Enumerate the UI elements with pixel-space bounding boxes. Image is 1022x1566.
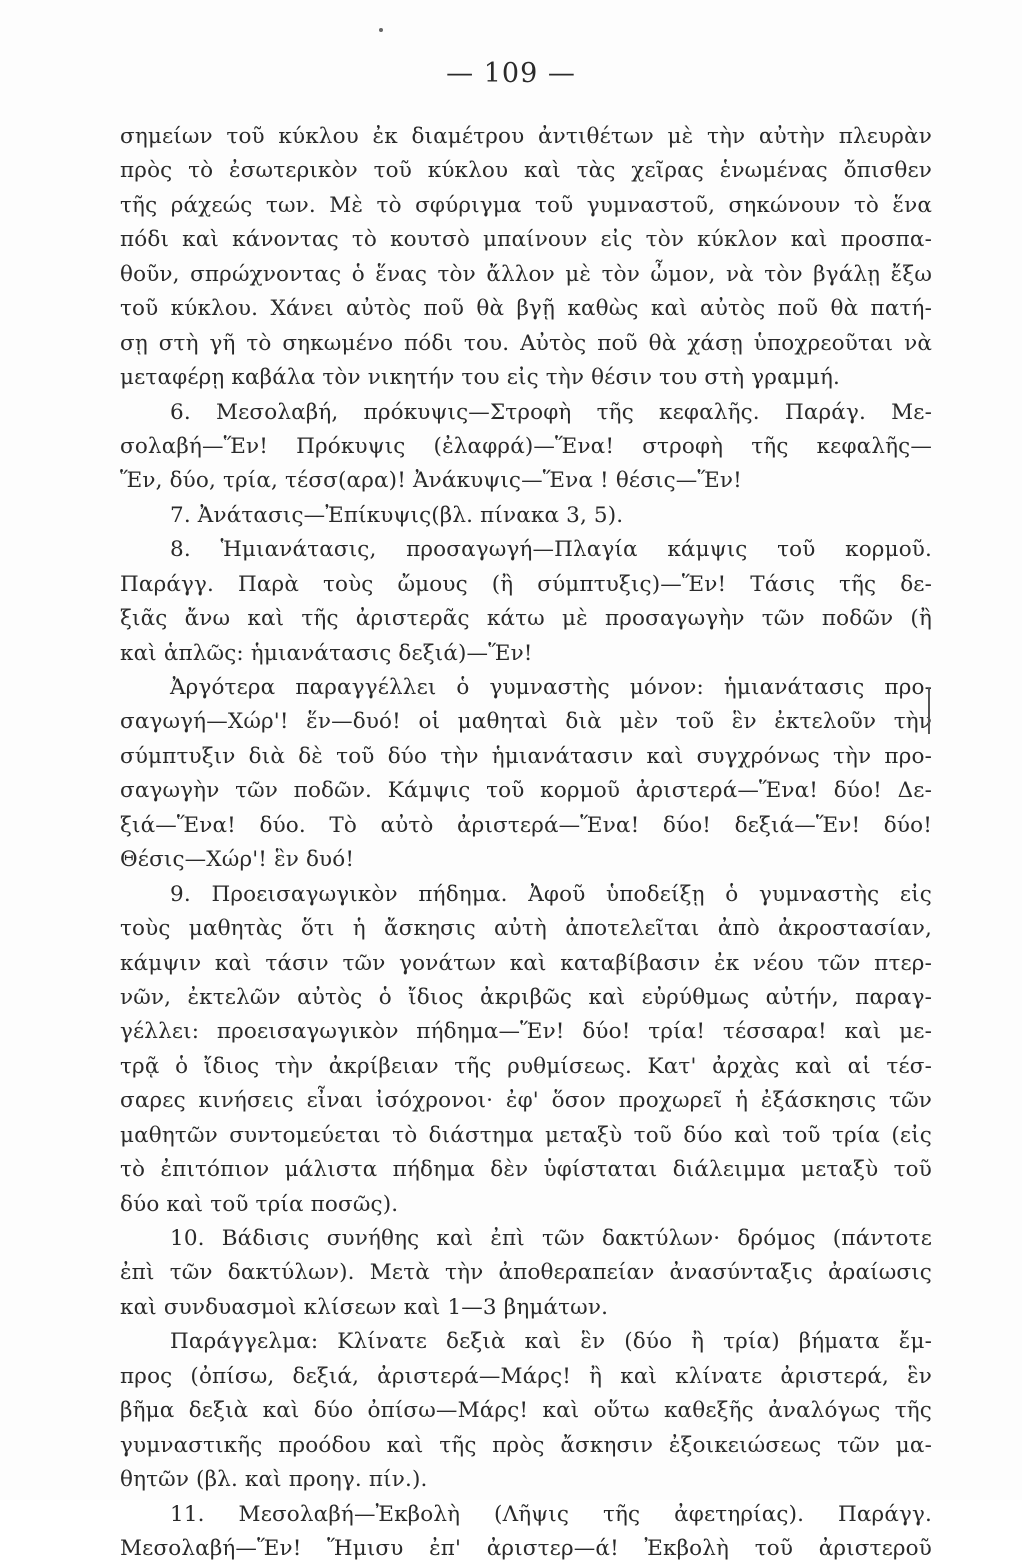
text-line: γέλλει: προεισαγωγικὸν πήδημα—Ἕν! δύο! τρία! τέσσαρα! καὶ με- (120, 1019, 932, 1045)
text-line: καὶ συνδυασμοὶ κλίσεων καὶ 1—3 βημάτων. (120, 1294, 609, 1320)
text-line: σύμπτυξιν διὰ δὲ τοῦ δύο τὴν ἡμιανάτασιν καὶ συγχρόνως τὴν προ- (120, 743, 932, 769)
text-line: τὸ ἐπιτόπιον μάλιστα πήδημα δὲν ὑφίσταται διάλειμμα μεταξὺ τοῦ (120, 1157, 932, 1183)
text-line: κάμψιν καὶ τάσιν τῶν γονάτων καὶ καταβίβασιν ἐκ νέου τῶν πτερ- (120, 950, 932, 976)
text-line: θοῦν, σπρώχνοντας ὁ ἕνας τὸν ἄλλον μὲ τὸν ὦμον, νὰ τὸν βγάλῃ ἔξω (120, 261, 932, 287)
text-line: 11. Μεσολαβή—Ἐκβολὴ (Λῆψις τῆς ἀφετηρίας). Παράγγ. (170, 1501, 932, 1527)
text-line: δύο καὶ τοῦ τρία ποσῶς). (120, 1191, 399, 1217)
text-line: 8. Ἡμιανάτασις, προσαγωγή—Πλαγία κάμψις τοῦ κορμοῦ. (170, 537, 932, 563)
text-line: καὶ ἁπλῶς: ἡμιανάτασις δεξιά)—Ἕν! (120, 640, 533, 666)
text-line: Παράγγ. Παρὰ τοὺς ὤμους (ἢ σύμπτυξις)—Ἕν! Τάσις τῆς δε- (120, 571, 932, 597)
text-line: σαγωγὴν τῶν ποδῶν. Κάμψις τοῦ κορμοῦ ἀριστερά—Ἕνα! δύο! Δε- (120, 778, 932, 804)
text-line: Μεσολαβή—Ἕν! Ἥμισυ ἐπ' ἀριστερ—ά! Ἐκβολὴ τοῦ ἀριστεροῦ (120, 1535, 932, 1561)
ink-speck (379, 28, 383, 32)
text-line: Θέσις—Χώρ'! ἓν δυό! (120, 847, 355, 873)
text-line: σολαβή—Ἕν! Πρόκυψις (ἐλαφρά)—Ἕνα! στροφὴ τῆς κεφαλῆς— (120, 433, 932, 459)
text-line: νῶν, ἐκτελῶν αὐτὸς ὁ ἴδιος ἀκριβῶς καὶ εὐρύθμως αὐτήν, παραγ- (120, 984, 932, 1010)
text-line: τῆς ράχεώς των. Μὲ τὸ σφύριγμα τοῦ γυμναστοῦ, σηκώνουν τὸ ἕνα (120, 192, 932, 218)
text-line: σημείων τοῦ κύκλου ἐκ διαμέτρου ἀντιθέτων μὲ τὴν αὐτὴν πλευρὰν (120, 124, 932, 149)
text-line: Ἀργότερα παραγγέλλει ὁ γυμναστὴς μόνον: ἡμιανάτασις προ- (170, 675, 932, 700)
text-line: 10. Βάδισις συνήθης καὶ ἐπὶ τῶν δακτύλων· δρόμος (πάντοτε (170, 1226, 932, 1251)
text-line: γυμναστικῆς προόδου καὶ τῆς πρὸς ἄσκησιν ἐξοικειώσεως τῶν μα- (120, 1432, 932, 1458)
text-line: πρὸς τὸ ἐσωτερικὸν τοῦ κύκλου καὶ τὰς χεῖρας ἑνωμένας ὄπισθεν (120, 158, 932, 184)
text-line: σαρες κινήσεις εἶναι ἰσόχρονοι· ἐφ' ὅσον προχωρεῖ ἡ ἐξάσκησις τῶν (120, 1088, 932, 1114)
text-line: ξιά—Ἕνα! δύο. Τὸ αὐτὸ ἀριστερά—Ἕνα! δύο! δεξιά—Ἕν! δύο! (120, 812, 932, 838)
text-line: Ἕν, δύο, τρία, τέσσ(αρα)! Ἀνάκυψις—Ἕνα ! θέσις—Ἕν! (120, 468, 742, 494)
page-number: — 109 — (446, 58, 576, 89)
text-line: μαθητῶν συντομεύεται τὸ διάστημα μεταξὺ τοῦ δύο καὶ τοῦ τρία (εἰς (120, 1122, 932, 1148)
text-line: τοὺς μαθητὰς ὅτι ἡ ἄσκησις αὐτὴ ἀποτελεῖται ἀπὸ ἀκροστασίαν, (120, 916, 932, 942)
text-line: ξιᾶς ἄνω καὶ τῆς ἀριστερᾶς κάτω μὲ προσαγωγὴν τῶν ποδῶν (ἢ (120, 606, 932, 632)
text-line: προς (ὀπίσω, δεξιά, ἀριστερά—Μάρς! ἢ καὶ κλίνατε ἀριστερά, ἓν (120, 1363, 932, 1389)
text-line: 6. Μεσολαβή, πρόκυψις—Στροφὴ τῆς κεφαλῆς. Παράγ. Με- (170, 399, 932, 425)
text-line: μεταφέρῃ καβάλα τὸν νικητήν του εἰς τὴν θέσιν του στὴ γραμμή. (120, 365, 841, 391)
text-line: θητῶν (βλ. καὶ προηγ. πίν.). (120, 1467, 428, 1493)
margin-mark (928, 688, 934, 734)
text-line: ἐπὶ τῶν δακτύλων). Μετὰ τὴν ἀποθεραπείαν ἀνασύνταξις ἀραίωσις (120, 1260, 932, 1286)
text-line: 9. Προεισαγωγικὸν πήδημα. Ἀφοῦ ὑποδείξῃ ὁ γυμναστὴς εἰς (170, 881, 932, 907)
text-line: 7. Ἀνάτασις—Ἐπίκυψις(βλ. πίνακα 3, 5). (170, 502, 624, 528)
text-line: τοῦ κύκλου. Χάνει αὐτὸς ποῦ θὰ βγῇ καθὼς καὶ αὐτὸς ποῦ θὰ πατή- (120, 296, 932, 322)
text-line: σῃ στὴ γῆ τὸ σηκωμένο πόδι του. Αὐτὸς ποῦ θὰ χάσῃ ὑποχρεοῦται νὰ (120, 330, 932, 356)
text-line: σαγωγή—Χώρ'! ἕν—δυό! οἱ μαθηταὶ διὰ μὲν τοῦ ἓν ἐκτελοῦν τὴν (120, 709, 932, 735)
text-line: Παράγγελμα: Κλίνατε δεξιὰ καὶ ἓν (δύο ἢ τρία) βήματα ἔμ- (170, 1329, 932, 1355)
text-line: πόδι καὶ κάνοντας τὸ κουτσὸ μπαίνουν εἰς τὸν κύκλον καὶ προσπα- (120, 227, 932, 253)
text-line: τρᾷ ὁ ἴδιος τὴν ἀκρίβειαν τῆς ρυθμίσεως. Κατ' ἀρχὰς καὶ αἱ τέσ- (120, 1053, 932, 1079)
text-line: βῆμα δεξιὰ καὶ δύο ὀπίσω—Μάρς! καὶ οὕτω καθεξῆς ἀναλόγως τῆς (120, 1398, 932, 1424)
body-text (120, 120, 932, 1566)
